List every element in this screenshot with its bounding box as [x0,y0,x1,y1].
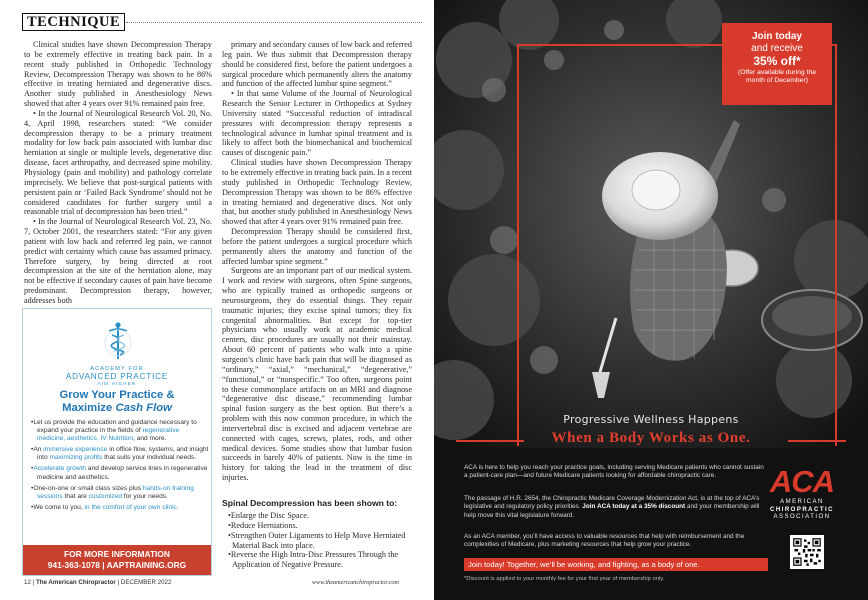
article-paragraph: Clinical studies have shown Decompression Therapy to be extremely effective in treating back pain. In a recent study published in Orthopedic Technology Review, Decompression Therapy was shown to be 86% effective in treating herniated and degenerative discs. Another study published in Anesthesiology News showed that after 4 years over 91% remained pain free. [24,40,212,109]
offer-badge[interactable]: Join today and receive 35% off* (Offer available during the month of December) [722,23,832,105]
list-item: • Reverse the High Intra-Disc Pressures Through the Application of Negative Pressure. [222,550,412,570]
article-paragraph: primary and secondary causes of low back and referred leg pain. We thus submit that Decompression therapy should be considered first, before the patient undergoes a surgical procedure which permanently alters the anatomy and function of the affected lumbar spine segment.” [222,40,412,89]
academy-ad[interactable] [22,308,212,576]
article-paragraph: Decompression Therapy should be considered first, before the patient undergoes a surgical procedure which permanently alters the anatomy and function of the affected lumbar spine segment.” [222,227,412,266]
ad-paragraph: The passage of H.R. 2654, the Chiropractic Medicare Coverage Modernization Act, is at the top of ACA’s legislative and regulatory policy priorities. Join ACA today at a 35% discount and your membership will help move this vital legislature forward. [464,495,760,519]
contact-link[interactable]: 941-363-1078 | AAPTRAINING.ORG [47,560,187,570]
article-paragraph: • In that same Volume of the Journal of Neurological Research the Senior Lecturer in Orthopedics at Sydney University stated “Successful reduction of intradiscal pressures with decompression therapy represents a technological advance in lumbar spinal treatment and is likely to affect both the biomechanical and biochemical causes of discogenic pain.” [222,89,412,158]
academy-name: ACADEMY FOR ADVANCED PRACTICE AIM HIGHER [65,366,169,386]
ad-bullets [31,419,209,515]
benefits-list [222,511,412,570]
aca-logo-mark: ACA [769,464,835,499]
list-item: • Strengthen Outer Ligaments to Help Move Herniated Material Back into place. [222,531,412,551]
subheading: Spinal Decompression has been shown to: [222,498,398,508]
section-rule [126,22,422,23]
article-column-2 [222,40,412,483]
ad-bullet: • Accelerate growth and develop service lines in regenerative medicine and aesthetics. [31,465,209,481]
website-url[interactable]: www.theamericanchiropractor.com [312,579,399,586]
caduceus-logo-icon [103,321,133,361]
ad-headline: Grow Your Practice & Maximize Cash Flow [59,389,175,414]
page-folio: 12 | The American Chiropractor | DECEMBER 2022 [24,579,172,586]
article-paragraph: Surgeons are an important part of our medical system. I work and review with surgeons, often Spine surgeons, who are typically trained as orthopedic surgeons or neurosurgeons, they do essential things. They repair traumatic injuries; they excise spinal tumors; they fix congenital abnormalities. But except for top-tier physicians who usually work at academic medical centers, disc procedures are usually not their mainstay. About 60 percent of patients who walk into a spine surgeon’s clinic have back pain that will be diagnosed as “ordinary,” “axial,” “mechanical,” “degenerative,” “functional,” or “nonspecific.” Too often, surgeons point to these commonplace artifacts on an MRI and diagnose “degenerative disc disease,” recommending lumbar spinal fusion surgery as the best option. But there’s a problem with this now common procedure, in which the intervertebral disc is excised and adjacent vertebrae are connected with cages, screws, plates, rods, and other medical devices. Some studies show that lumbar fusion succeeds in barely 40% of patients. Now is the time in history for taking the lead in the treatment of disc injuries. [222,266,412,483]
list-item: • Reduce Herniations. [222,521,412,531]
join-banner[interactable]: Join today! Together, we’ll be working, and fighting, as a body of one. [464,558,768,571]
ad-contact-banner[interactable]: FOR MORE INFORMATION 941-363-1078 | AAPTRAINING.ORG [23,545,211,575]
right-page-ad [434,0,868,600]
list-item: • Enlarge the Disc Space. [222,511,412,521]
ad-paragraph: As an ACA member, you’ll have access to valuable resources that help with reimbursement and the complexities of Medicare, plus marketing resources that help grow your practice. [464,533,745,549]
ad-bullet: • An immersive experience in office flow, systems, and insight into maximizing profits that suits your individual needs. [31,446,209,462]
article-paragraph: • In the Journal of Neurological Research Vol. 20, No. 4, April 1998, researchers stated: “We consider decompression therapy to be a primary treatment modality for low back pain associated with lumbar disc herniation at single or multiple levels, degenerative disc disease, facet arthropathy, and decreased spine mobility. Physiology (pain and mobility) and pathology correlate imprecisely. We believe that post-surgical patients with persistent pain or ‘Failed Back Syndrome’ should not be considered candidates for further surgery until a reasonable trial of decompression has been tried.” [24,108,212,217]
aca-logo [760,464,844,522]
article-paragraph: • In the Journal of Neurological Research Vol. 23, No. 7, October 2001, the researchers stated: “For any given patient with low back and referred leg pain, we cannot predict with certainty which cause has assumed primacy. Therefore surgery, by being directed at root decompression at the site of the herniation alone, may not be effective if secondary causes of pain have become predominant. Decompression therapy, however, addresses both [24,217,212,305]
section-header [22,13,422,31]
ad-paragraph: ACA is here to help you reach your practice goals, including serving Medicare patients who cannot sustain a patient-care plan—and future Medicare patients looking for affordable chiropractic care. [464,464,764,480]
disclaimer: *Discount is applied to your monthly fee for your first year of membership only. [464,576,665,582]
tagline-secondary: When a Body Works as One. [551,430,751,446]
qr-code-icon[interactable] [790,535,824,569]
article-column-1 [24,40,212,306]
article-paragraph: Clinical studies have shown Decompression Therapy to be extremely effective in treating back pain. In a recent study published in Orthopedic Technology Review, Decompression Therapy was shown to be 86% effective in treating herniated and degenerative discs. Not only that, but another study published in Anesthesiology News showed that after 4 years over 91% remained pain free. [222,158,412,227]
tagline-primary: Progressive Wellness Happens [563,413,739,426]
aca-logo-name: AMERICAN CHIROPRACTIC ASSOCIATION [770,499,834,520]
ad-bullet: • Let us provide the education and guidance necessary to expand your practice in the fields of regenerative medicine, aesthetics, IV Nutrition, and more. [31,419,209,443]
ad-bullet: • We come to you, in the comfort of your own clinic. [31,504,209,512]
section-label: TECHNIQUE [22,13,125,31]
ad-bullet: • One-on-one or small class sizes plus hands-on training sessions that are customized for your needs. [31,485,209,501]
